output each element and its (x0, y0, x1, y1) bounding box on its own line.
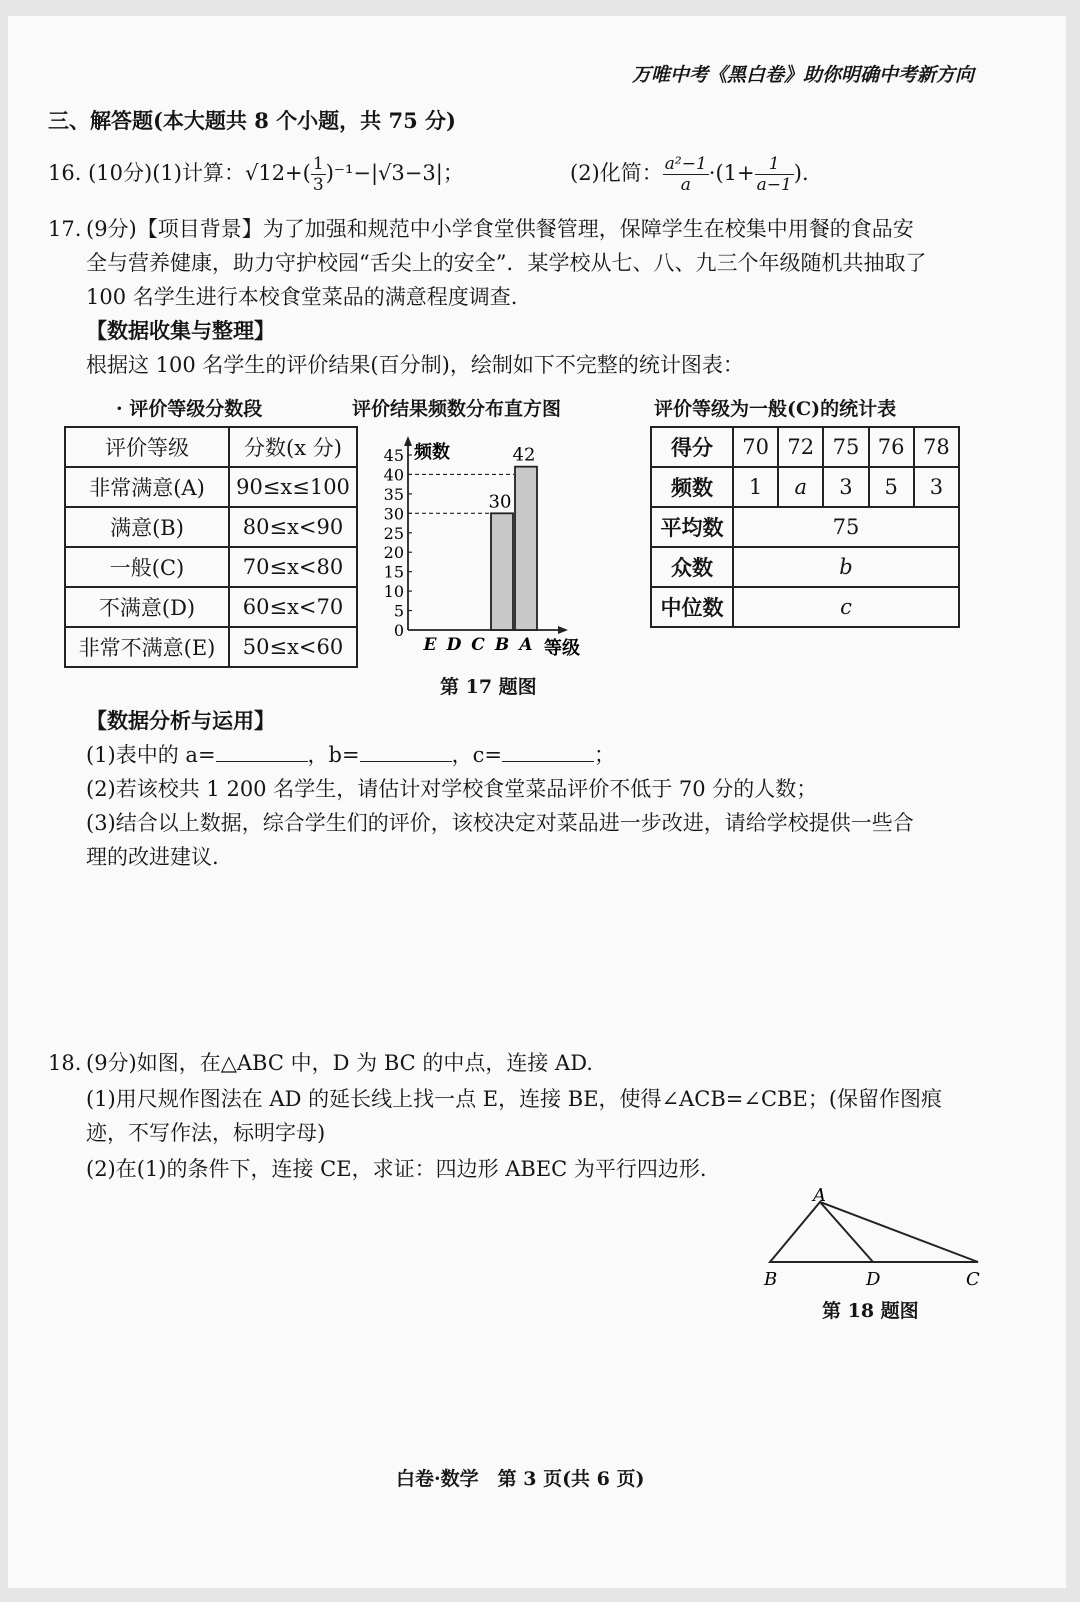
page-header: 万唯中考《黑白卷》助你明确中考新方向 (632, 64, 975, 86)
frequency-histogram (368, 426, 598, 666)
point-c-label: C (966, 1269, 980, 1288)
section-title: 三、解答题(本大题共 8 个小题，共 75 分) (48, 108, 456, 133)
table-cell: 90≤x≤100 (229, 467, 357, 507)
table-row (65, 627, 357, 667)
page-footer: 白卷·数学 第 3 页(共 6 页) (396, 1468, 645, 1490)
table-header: 评价等级 (65, 427, 229, 467)
q1-b-label: ，b= (307, 743, 360, 767)
q16-fraction-one-third (311, 154, 326, 195)
q17-subquestion-3-line1: (3)结合以上数据，综合学生们的评价，该校决定对菜品进一步改进，请给学校提供一些合 (86, 811, 914, 835)
table-row-label: 中位数 (651, 587, 733, 627)
q17-line3: 100 名学生进行本校食堂菜品的满意程度调查. (86, 285, 518, 309)
table-cell: 3 (914, 467, 959, 507)
table-cell: 78 (914, 427, 959, 467)
q17-subquestion-2: (2)若该校共 1 200 名学生，请估计对学校食堂菜品评价不低于 70 分的人数； (86, 777, 818, 801)
frac1-numerator: 1 (312, 154, 324, 174)
y-tick-label: 20 (383, 543, 404, 563)
y-tick-label: 40 (383, 465, 404, 485)
frac3-denominator: a−1 (756, 175, 792, 195)
table-row (651, 507, 959, 547)
q16-part2-end: ). (793, 161, 809, 185)
y-tick-label: 0 (393, 621, 404, 640)
y-tick-label: 30 (383, 504, 404, 524)
table-cell: a (778, 467, 823, 507)
q17-collect-title: 【数据收集与整理】 (86, 318, 275, 343)
table-cell: b (733, 547, 959, 587)
q16-number: 16. (48, 161, 82, 185)
x-category-label: E (423, 635, 437, 655)
q18-line1: (9分)如图，在△ABC 中，D 为 BC 的中点，连接 AD. (86, 1051, 593, 1075)
frac1-denominator: 3 (312, 175, 324, 195)
q1-end: ； (593, 743, 615, 767)
y-tick-label: 15 (383, 562, 404, 582)
table-cell: 5 (869, 467, 914, 507)
y-tick-label: 5 (393, 601, 404, 621)
q16-fraction-a2 (663, 154, 709, 195)
q18-number: 18. (48, 1051, 82, 1075)
level-c-stats-table (650, 426, 960, 628)
y-tick-label: 35 (383, 484, 404, 504)
q16-part1-expr-b: )⁻¹−|√3−3|； (325, 161, 464, 185)
table-cell: 一般(C) (65, 547, 229, 587)
q17-line1: (9分)【项目背景】为了加强和规范中小学食堂供餐管理，保障学生在校集中用餐的食品安 (86, 217, 914, 241)
y-axis-label: 频数 (414, 442, 450, 463)
q17-line2: 全与营养健康，助力守护校园“舌尖上的安全”．某学校从七、八、九三个年级随机共抽取了 (86, 251, 927, 275)
table-cell: 1 (733, 467, 778, 507)
table-row (65, 547, 357, 587)
table-header-row (65, 427, 357, 467)
x-category-label: B (494, 635, 510, 655)
q18-line2: (1)用尺规作图法在 AD 的延长线上找一点 E，连接 BE，使得∠ACB=∠CBE；(保留作图痕 (86, 1087, 943, 1111)
y-axis-arrow (404, 436, 412, 446)
table-row (651, 587, 959, 627)
table-row-label: 众数 (651, 547, 733, 587)
x-category-label: C (471, 635, 485, 655)
q1-c-label: ，c= (451, 743, 502, 767)
bar-value-label: 42 (512, 444, 536, 466)
table-cell: 50≤x<60 (229, 627, 357, 667)
frac3-numerator: 1 (755, 154, 794, 175)
table-row (65, 587, 357, 627)
figure-17-caption: 第 17 题图 (440, 676, 537, 698)
q16-part1-label: (1)计算： (152, 161, 245, 185)
point-b-label: B (764, 1269, 778, 1288)
x-axis-arrow (558, 626, 568, 634)
q16-part2-mid: ·(1+ (708, 161, 755, 185)
table-header: 分数(x 分) (229, 427, 357, 467)
table-row (65, 467, 357, 507)
exam-page (8, 16, 1066, 1588)
table-cell: 70 (733, 427, 778, 467)
table-cell: 76 (869, 427, 914, 467)
triangle-abc (770, 1202, 978, 1262)
frac2-numerator: a²−1 (664, 154, 707, 174)
bar-value-label: 30 (488, 491, 512, 513)
score-range-table (64, 426, 358, 668)
answer-blank-c[interactable] (502, 743, 594, 762)
question-16-part2 (570, 154, 809, 195)
table1-title: · 评价等级分数段 (116, 398, 263, 420)
table-cell: 非常不满意(E) (65, 627, 229, 667)
table-cell: 满意(B) (65, 507, 229, 547)
table-row-label: 平均数 (651, 507, 733, 547)
frac2-denominator: a (680, 175, 691, 195)
table-cell: 72 (778, 427, 823, 467)
triangle-abc-figure (760, 1188, 990, 1288)
q16-part1-expr-a: √12+( (244, 161, 311, 185)
question-16 (48, 154, 464, 195)
x-category-label: D (446, 635, 462, 655)
table-row (651, 427, 959, 467)
point-a-label: A (813, 1188, 826, 1206)
histogram-bar (515, 467, 537, 630)
table-row-label: 得分 (651, 427, 733, 467)
answer-blank-b[interactable] (360, 743, 452, 762)
table-row-label: 频数 (651, 467, 733, 507)
table-cell: 70≤x<80 (229, 547, 357, 587)
table-cell: 60≤x<70 (229, 587, 357, 627)
q1-a-label: (1)表中的 a= (86, 743, 216, 767)
q16-points: (10分) (88, 161, 153, 185)
q17-subquestion-3-line2: 理的改进建议. (86, 845, 219, 869)
table-row (651, 467, 959, 507)
q18-line4: (2)在(1)的条件下，连接 CE，求证：四边形 ABEC 为平行四边形. (86, 1157, 707, 1181)
q16-part2-label: (2)化简： (570, 161, 663, 185)
histogram-bar (491, 513, 513, 630)
table-cell: 3 (823, 467, 868, 507)
q17-analysis-title: 【数据分析与运用】 (86, 708, 275, 733)
x-category-label: A (519, 635, 533, 655)
answer-blank-a[interactable] (216, 743, 308, 762)
point-d-label: D (866, 1269, 881, 1288)
x-axis-label: 等级 (544, 638, 580, 659)
table-row (651, 547, 959, 587)
histogram-title: 评价结果频数分布直方图 (352, 398, 562, 420)
figure-18-caption: 第 18 题图 (822, 1300, 919, 1322)
table-cell: 非常满意(A) (65, 467, 229, 507)
table-row (65, 507, 357, 547)
table-cell: c (733, 587, 959, 627)
table-cell: 不满意(D) (65, 587, 229, 627)
q16-fraction-1-over-a-1 (755, 154, 794, 195)
y-tick-label: 45 (383, 446, 404, 465)
q18-line3: 迹，不写作法，标明字母) (86, 1121, 326, 1145)
table-cell: 80≤x<90 (229, 507, 357, 547)
q17-subquestion-1 (86, 740, 615, 770)
y-tick-label: 10 (383, 582, 404, 602)
table-cell: 75 (823, 427, 868, 467)
q17-number: 17. (48, 217, 82, 241)
q17-collect-text: 根据这 100 名学生的评价结果(百分制)，绘制如下不完整的统计图表： (86, 353, 744, 377)
table2-title: 评价等级为一般(C)的统计表 (654, 398, 897, 420)
table-cell: 75 (733, 507, 959, 547)
y-tick-label: 25 (383, 523, 404, 543)
